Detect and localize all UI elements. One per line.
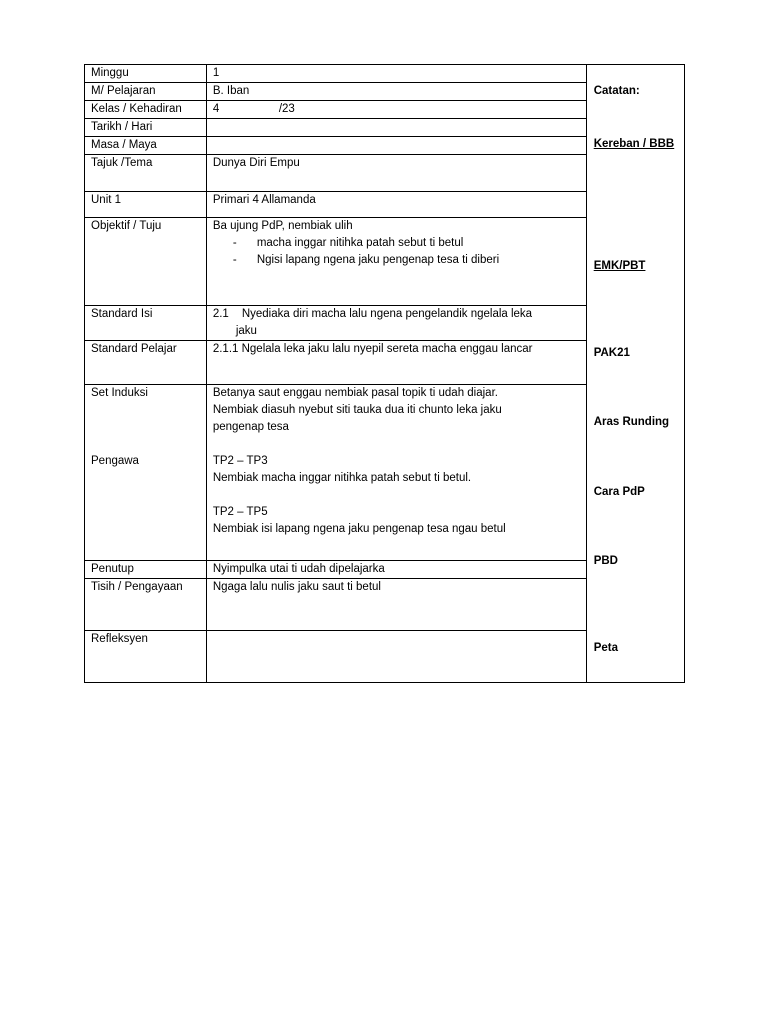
lesson-plan-table — [84, 64, 685, 683]
value-set-induksi — [206, 385, 586, 560]
value-penutup: Nyimpulka utai ti udah dipelajarka — [206, 560, 586, 578]
label-objektif: Objektif / Tuju — [85, 218, 207, 306]
note-cara-pdp: Cara PdP — [593, 486, 645, 498]
note-kereban: Kereban / BBB — [593, 138, 675, 150]
objektif-bullet: - Ngisi lapang ngena jaku pengenap tesa ti diberi — [232, 254, 500, 267]
label-standard-isi: Standard Isi — [85, 306, 207, 341]
value-pelajaran: B. Iban — [206, 83, 586, 101]
value-tajuk: Dunya Diri Empu — [206, 155, 586, 192]
label-set-induksi — [85, 385, 207, 560]
label-tajuk: Tajuk /Tema — [85, 155, 207, 192]
value-kelas-count: 4 — [212, 103, 220, 116]
standard-isi-number: 2.1 — [212, 308, 229, 321]
objektif-bullet: - macha inggar nitihka patah sebut ti betul — [232, 237, 464, 250]
value-tarikh — [206, 119, 586, 137]
value-objektif — [206, 218, 586, 306]
note-emk: EMK/PBT — [593, 260, 646, 272]
value-standard-isi — [206, 306, 586, 341]
pengawa-label: Pengawa — [91, 455, 139, 468]
value-minggu: 1 — [206, 65, 586, 83]
label-minggu: Minggu — [85, 65, 207, 83]
label-refleksyen: Refleksyen — [85, 630, 207, 682]
label-unit: Unit 1 — [85, 192, 207, 218]
tp-range-2: TP2 – TP5 — [212, 506, 268, 519]
label-tarikh: Tarikh / Hari — [85, 119, 207, 137]
set-induksi-label: Set Induksi — [91, 387, 148, 400]
tp-range-1: TP2 – TP3 — [212, 455, 268, 468]
note-catatan: Catatan: — [593, 85, 640, 97]
note-aras-runding: Aras Runding — [593, 416, 670, 428]
tp-text-1: Nembiak macha inggar nitihka patah sebut ti betul. — [212, 472, 472, 485]
induksi-line: Betanya saut enggau nembiak pasal topik ti udah diajar. — [212, 387, 498, 400]
value-standard-pelajar: 2.1.1 Ngelala leka jaku lalu nyepil sereta macha enggau lancar — [206, 341, 586, 385]
value-masa — [206, 137, 586, 155]
label-standard-pelajar: Standard Pelajar — [85, 341, 207, 385]
value-tisih: Ngaga lalu nulis jaku saut ti betul — [206, 578, 586, 630]
label-tisih: Tisih / Pengayaan — [85, 578, 207, 630]
label-kelas: Kelas / Kehadiran — [85, 101, 207, 119]
objektif-intro: Ba ujung PdP, nembiak ulih — [212, 220, 353, 233]
notes-column — [586, 65, 684, 683]
row-minggu — [85, 65, 685, 83]
value-kelas — [206, 101, 586, 119]
standard-isi-line2: jaku — [235, 325, 257, 338]
tp-text-2: Nembiak isi lapang ngena jaku pengenap tesa ngau betul — [212, 523, 506, 536]
note-pbd: PBD — [593, 555, 618, 567]
note-peta: Peta — [593, 642, 618, 654]
value-refleksyen — [206, 630, 586, 682]
induksi-line: pengenap tesa — [212, 421, 289, 434]
value-unit: Primari 4 Allamanda — [206, 192, 586, 218]
induksi-line: Nembiak diasuh nyebut siti tauka dua iti chunto leka jaku — [212, 404, 502, 417]
label-penutup: Penutup — [85, 560, 207, 578]
label-pelajaran: M/ Pelajaran — [85, 83, 207, 101]
value-kehadiran: /23 — [278, 103, 295, 116]
label-masa: Masa / Maya — [85, 137, 207, 155]
note-pak21: PAK21 — [593, 347, 630, 359]
standard-isi-line1: Nyediaka diri macha lalu ngena pengelandik ngelala leka — [241, 308, 533, 321]
